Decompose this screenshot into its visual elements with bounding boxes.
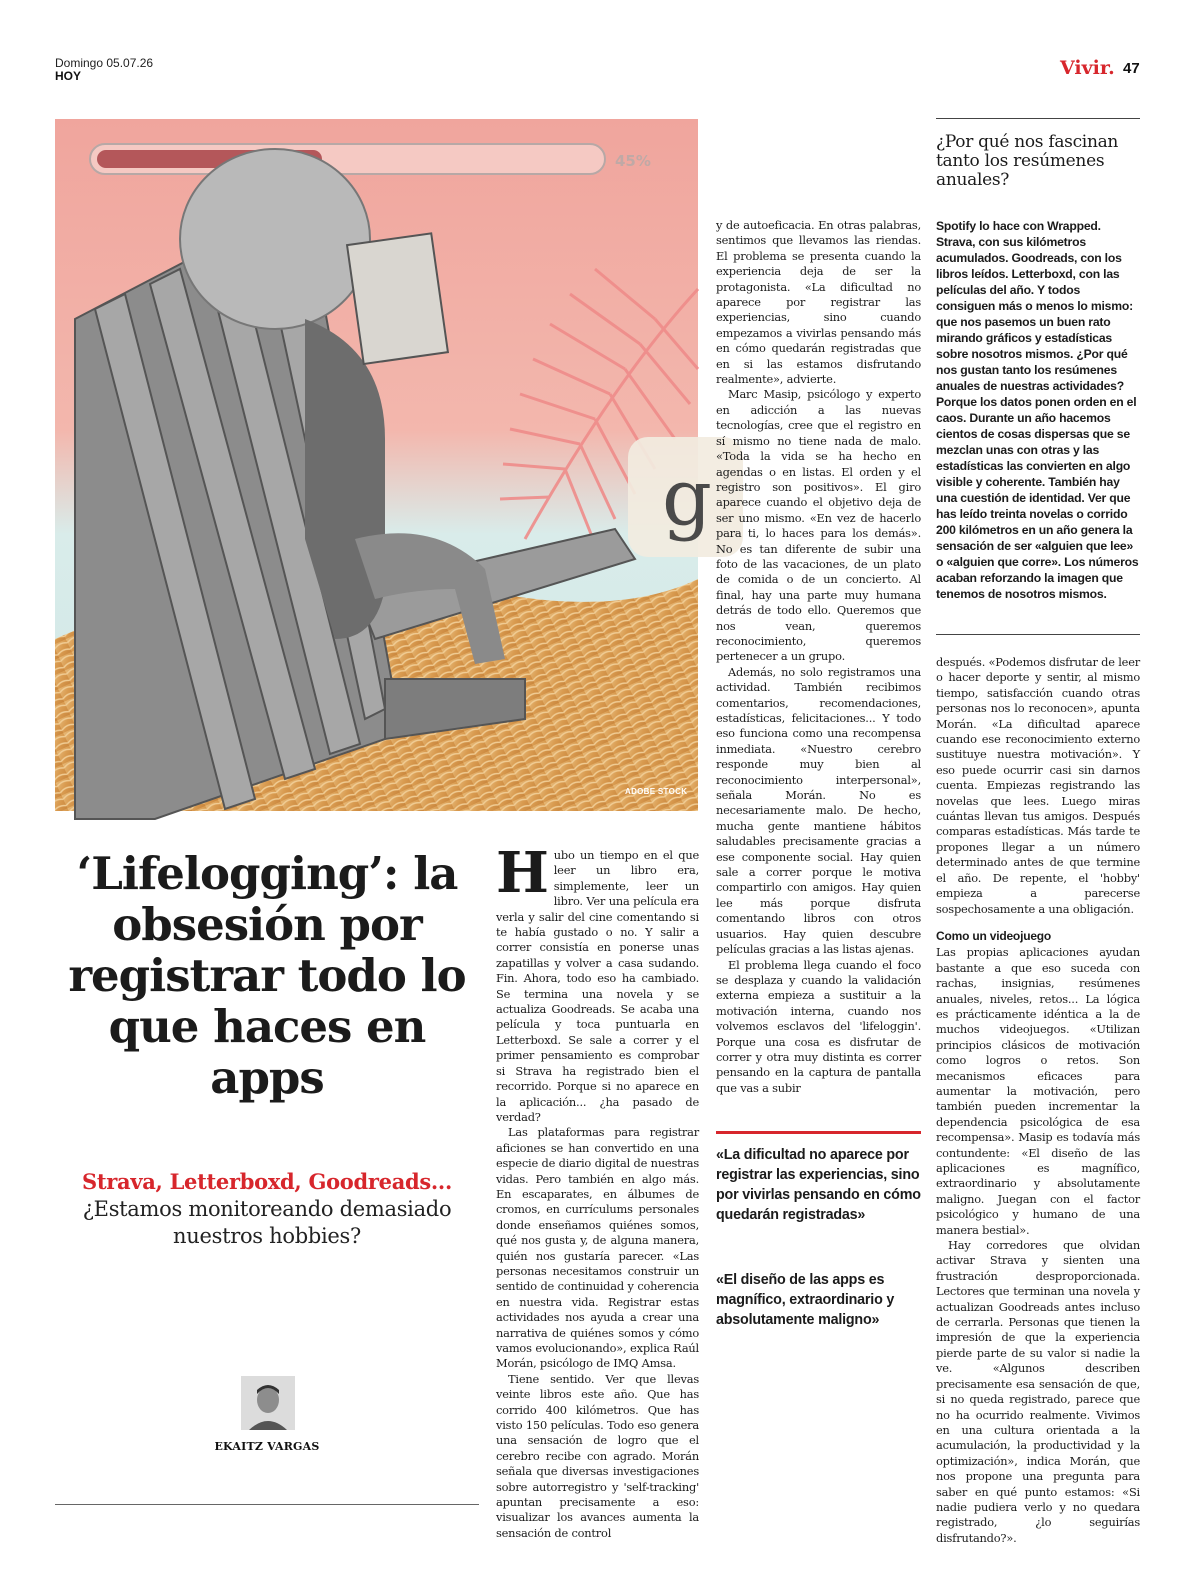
- paragraph: Tiene sentido. Ver que llevas veinte libros este año. Que has corrido 400 kilómetros. Que has visto 150 películas. Todo eso genera una sensación de logro que el cerebro recibe con agrado. Morán señala que diversas investigaciones sobre autorregistro y 'self-tracking' apuntan precisamente a eso: visualizar los avances aumenta la sensación de control: [496, 1371, 699, 1540]
- page-number: 47: [1123, 60, 1140, 77]
- body-column-2: [716, 218, 921, 1096]
- photo-credit: ADOBE STOCK: [625, 787, 688, 796]
- paragraph: Las propias aplicaciones ayudan bastante a que eso suceda con rachas, insignias, resúmenes anuales, niveles, retos... La lógica es prácticamente idéntica a la de muchos videojuegos. «Utilizan principios clásicos de motivación como logros o retos. Son mecanismos eficaces para aumentar la motivación, pero también pueden incrementar la dependencia psicológica de esa recompensa». Masip es todavía más contundente: «El diseño de las aplicaciones es magnífico, extraordinario y absolutamente maligno. Juegan con el factor psicológico y humano de una manera bestial».: [936, 945, 1140, 1237]
- sidebar-title: ¿Por qué nos fascinan tanto los resúmenes anuales?: [936, 132, 1119, 190]
- article-photo: [55, 119, 712, 811]
- beach-illustration: [55, 119, 712, 811]
- section-name: Vivir.: [1060, 57, 1115, 79]
- pullquote-1: «La dificultad no aparece por registrar las experiencias, sino por vivirlas pensando en cómo quedarán registradas»: [716, 1147, 921, 1223]
- paragraph: y de autoeficacia. En otras palabras, sentimos que llevamos las riendas. El problema se presenta cuando la experiencia deja de ser la protagonista. «La dificultad no aparece por registrar las experiencias, sino cuando empezamos a vivirlas pensando más en cómo quedarán registradas que en si las estamos disfrutando realmente», advierte.: [716, 218, 921, 387]
- sidebar-rule-top: [936, 118, 1140, 119]
- subhead: Como un videojuego: [936, 928, 1052, 943]
- progress-label: 45%: [615, 152, 651, 170]
- progress-bar: [90, 144, 605, 174]
- pullquote-rule: [716, 1131, 921, 1134]
- pullquote-2: «El diseño de las apps es magnífico, extraordinario y absolutamente maligno»: [716, 1272, 895, 1328]
- paragraph: Además, no solo registramos una actividad. También recibimos comentarios, recomendaciones, estadísticas, felicitaciones... Y todo eso funciona como una recompensa inmediata. «Nuestro cerebro responde muy bien al reconocimiento interpersonal», señala Morán. No es necesariamente malo. De hecho, mucha gente mantiene hábitos saludables precisamente gracias a ese componente social. Hay quien sale a correr porque le motiva compartirlo con amigos. Hay quien lee más porque disfruta comentando libros con otros usuarios. Hay quien descubre películas gracias a las listas ajenas.: [716, 664, 921, 957]
- author-avatar: [241, 1376, 295, 1430]
- app-letter: g: [662, 453, 712, 543]
- paragraph: Las plataformas para registrar aficiones se han convertido en una especie de diario digital de nuestras vidas. Pero también en algo más. En escaparates, en álbumes de cromos, en currículums personales donde enseñamos quiénes somos, qué nos gusta y, de alguna manera, quién nos gustaría parecer. «Las personas necesitamos construir un sentido de continuidad y coherencia en nuestra vida. Registrar estas actividades nos ayuda a crear una narrativa de quiénes somos y cómo vamos evolucionando», explica Raúl Morán, psicólogo de IMQ Amsa.: [496, 1125, 699, 1371]
- issue-date: Domingo 05.07.26: [55, 56, 154, 70]
- paragraph: Hay corredores que olvidan activar Strava y sienten una frustración desproporcionada. Lectores que terminan una novela y actualizan Goodreads antes incluso de cerrarla. Personas que tienen la impresión de que la experiencia pierde parte de su valor si nadie la ve. «Algunos describen precisamente esa sensación de que, si no queda registrado, parece que no ha ocurrido realmente. Vivimos en una cultura orientada a la acumulación, la productividad y la optimización», indica Morán, que nos propone una pregunta para saber en qué punto estamos: «Si nadie pudiera verlo y no quedara registrado, ¿lo seguirías disfrutando?».: [936, 1238, 1140, 1545]
- sidebar-body: Spotify lo hace con Wrapped. Strava, con sus kilómetros acumulados. Goodreads, con los libros leídos. Letterboxd, con las películas del año. Y todos consiguen más o menos lo mismo: que nos pasemos un buen rato mirando gráficos y estadísticas sobre nosotros mismos. ¿Por qué nos gustan tanto los resúmenes anuales de nuestras actividades? Porque los datos ponen orden en el caos. Durante un año hacemos cientos de cosas dispersas que se mezclan unas con otras y las estadísticas las convierten en algo visible y coherente. También hay una cuestión de identidad. Ver que has leído treinta novelas o corrido 200 kilómetros en un año genera la sensación de ser «alguien que lee» o «alguien que corre». Los números acaban reforzando la imagen que tenemos de nosotros mismos.: [936, 219, 1139, 601]
- paragraph: El problema llega cuando el foco se desplaza y cuando la validación externa empieza a sustituir a la motivación interna, cuando nos volvemos esclavos del 'lifeloggin'. Porque una cosa es disfrutar de correr y otra muy distinta es correr pensando en la captura de pantalla que vas a subir: [716, 957, 921, 1095]
- deck-highlight: Strava, Letterboxd, Goodreads...: [82, 1169, 452, 1194]
- headline: ‘Lifelogging’: la obsesión por registrar todo lo que haces en apps: [68, 847, 466, 1104]
- publication-name: HOY: [55, 69, 82, 83]
- sidebar-rule-bottom: [936, 634, 1140, 635]
- body-column-3: [936, 655, 1140, 1546]
- body-column-1: [496, 840, 699, 1541]
- drop-cap: H: [496, 840, 549, 906]
- paragraph: [496, 840, 699, 1125]
- divider: [55, 1504, 479, 1505]
- paragraph: después. «Podemos disfrutar de leer o hacer deporte y sentir, al mismo tiempo, satisfacción cuando otras personas nos lo reconocen», apunta Morán. «La dificultad aparece cuando ese reconocimiento externo sustituye nuestra motivación». Y eso puede ocurrir casi sin darnos cuenta. Empiezas registrando las novelas que lees. Luego miras cuántas llevan tus amigos. Después comparas estadísticas. Más tarde te propones llegar a un número determinado antes de que termine el año. De repente, el 'hobby' empieza a parecerse sospechosamente a una obligación.: [936, 655, 1140, 916]
- author-photo: [241, 1376, 295, 1430]
- deck: ¿Estamos monitoreando demasiado nuestros hobbies?: [82, 1197, 452, 1248]
- byline: EKAITZ VARGAS: [214, 1440, 320, 1453]
- paragraph-text: ubo un tiempo en el que leer un libro era, simplemente, leer un libro. Ver una película era verla y salir del cine comentando si te había gustado o no. Y salir a correr consistía en ponerse unas zapatillas y volver a casa sudando. Fin. Ahora, todo eso ha cambiado. Se termina una novela y se actualiza Goodreads. Se acaba una película y toca puntuarla en Letterboxd. Se sale a correr y el primer pensamiento es comprobar si Strava ha registrado bien el recorrido. Porque si no aparece en la aplicación... ¿ha pasado de verdad?: [496, 848, 699, 1124]
- paragraph: Marc Masip, psicólogo y experto en adicción a las nuevas tecnologías, cree que el registro en sí mismo no tiene nada de malo. «Toda la vida se ha hecho en agendas o en listas. El orden y el registro son positivos». El giro aparece cuando el objetivo deja de ser uno mismo. «En vez de hacerlo para ti, lo haces para los demás». No es tan diferente de subir una foto de las vacaciones, de un plato de comida o de un concierto. Al final, hay una parte muy humana detrás de todo ello. Queremos que nos vean, queremos reconocimiento, queremos pertenecer a un grupo.: [716, 387, 921, 664]
